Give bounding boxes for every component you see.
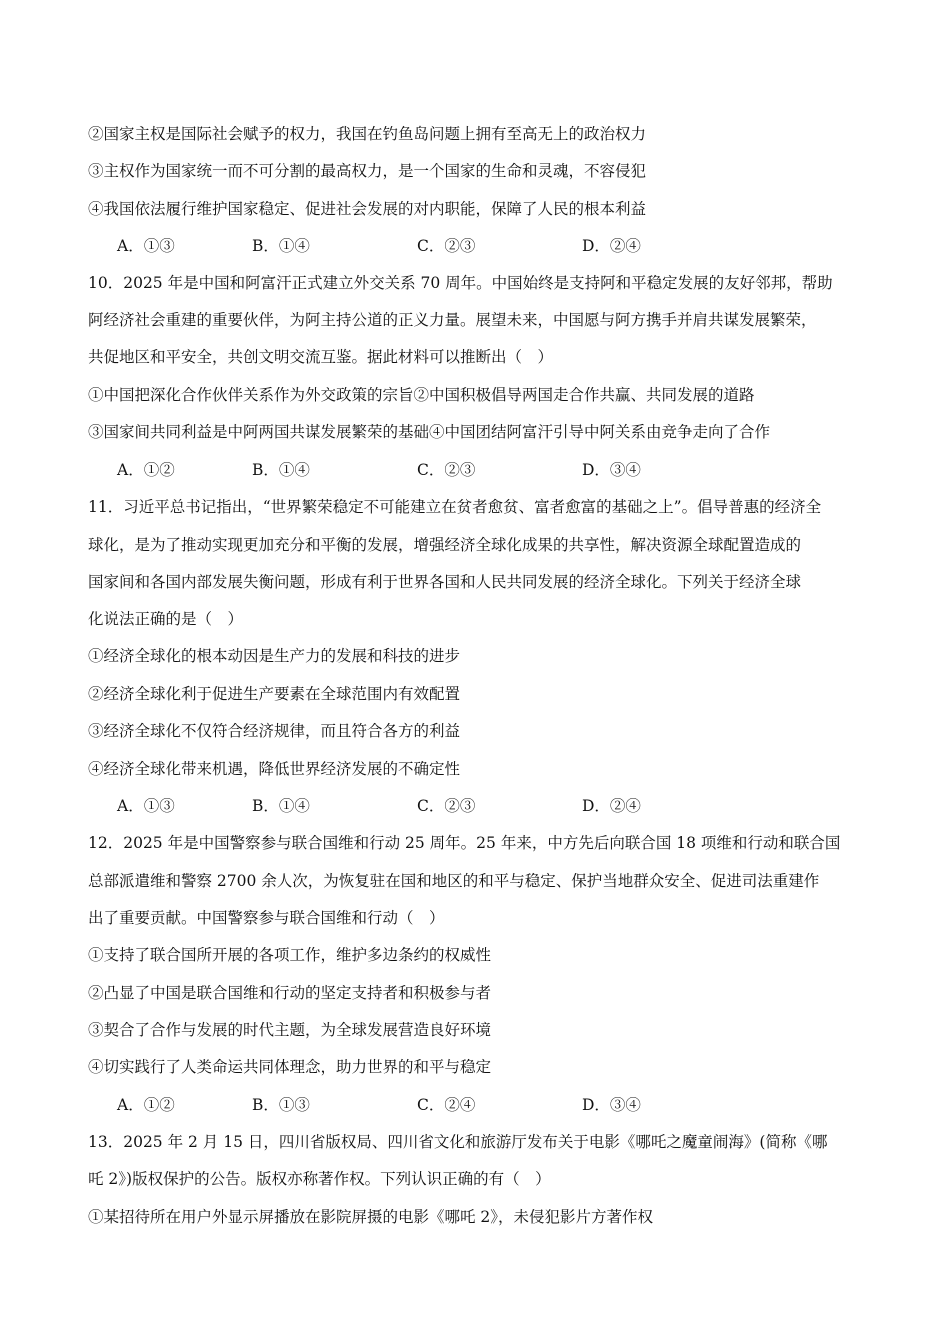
- q12-options: [117, 1095, 837, 1115]
- q11-option-c: C．②③: [417, 797, 476, 815]
- q12-stem-line-3: 出了重要贡献。中国警察参与联合国维和行动（ ）: [88, 909, 445, 927]
- q12-option-c: C．②④: [417, 1096, 476, 1114]
- q13-statement-1: ①某招待所在用户外显示屏播放在影院屏摄的电影《哪吒 2》，未侵犯影片方著作权: [88, 1208, 654, 1226]
- q9-statement-4: ④我国依法履行维护国家稳定、促进社会发展的对内职能，保障了人民的根本利益: [88, 200, 647, 218]
- q10-stem-line-2: 阿经济社会重建的重要伙伴，为阿主持公道的正义力量。展望未来，中国愿与阿方携手并肩共谋发展繁荣，: [88, 311, 817, 329]
- q11-option-d: D．②④: [582, 797, 641, 815]
- q12-statement-2: ②凸显了中国是联合国维和行动的坚定支持者和积极参与者: [88, 984, 492, 1002]
- q10-option-d: D．③④: [582, 461, 641, 479]
- q13-stem-line-1: 13．2025 年 2 月 15 日，四川省版权局、四川省文化和旅游厅发布关于电影《哪吒之魔童闹海》(简称《哪: [88, 1133, 828, 1151]
- q9-options: [117, 236, 837, 256]
- q11-statement-4: ④经济全球化带来机遇，降低世界经济发展的不确定性: [88, 760, 461, 778]
- q12-statement-3: ③契合了合作与发展的时代主题，为全球发展营造良好环境: [88, 1021, 492, 1039]
- q9-option-b: B．①④: [252, 237, 310, 255]
- q11-stem-line-4: 化说法正确的是（ ）: [88, 610, 244, 628]
- q10-stem-line-1: 10．2025 年是中国和阿富汗正式建立外交关系 70 周年。中国始终是支持阿和平稳定发展的友好邻邦，帮助: [88, 274, 833, 292]
- q11-statement-1: ①经济全球化的根本动因是生产力的发展和科技的进步: [88, 647, 461, 665]
- q12-statement-1: ①支持了联合国所开展的各项工作，维护多边条约的权威性: [88, 946, 492, 964]
- q9-option-d: D．②④: [582, 237, 641, 255]
- q11-options: [117, 796, 837, 816]
- q10-stem-line-3: 共促地区和平安全，共创文明交流互鉴。据此材料可以推断出（ ）: [88, 348, 554, 366]
- q10-option-a: A．①②: [117, 461, 175, 479]
- q10-option-c: C．②③: [417, 461, 476, 479]
- q11-statement-3: ③经济全球化不仅符合经济规律，而且符合各方的利益: [88, 722, 461, 740]
- q11-stem-line-3: 国家间和各国内部发展失衡问题，形成有利于世界各国和人民共同发展的经济全球化。下列关于经济全球: [88, 573, 802, 591]
- q11-option-a: A．①③: [117, 797, 175, 815]
- q12-option-d: D．③④: [582, 1096, 641, 1114]
- q12-statement-4: ④切实践行了人类命运共同体理念，助力世界的和平与稳定: [88, 1058, 492, 1076]
- q10-option-b: B．①④: [252, 461, 310, 479]
- q12-option-a: A．①②: [117, 1096, 175, 1114]
- q11-statement-2: ②经济全球化利于促进生产要素在全球范围内有效配置: [88, 685, 461, 703]
- q12-option-b: B．①③: [252, 1096, 310, 1114]
- q13-stem-line-2: 吒 2》)版权保护的公告。版权亦称著作权。下列认识正确的有（ ）: [88, 1170, 551, 1188]
- q10-statement-1-2: ①中国把深化合作伙伴关系作为外交政策的宗旨②中国积极倡导两国走合作共赢、共同发展的道路: [88, 386, 755, 404]
- q10-statement-3-4: ③国家间共同利益是中阿两国共谋发展繁荣的基础④中国团结阿富汗引导中阿关系由竞争走向了合作: [88, 423, 771, 441]
- q10-options: [117, 460, 837, 480]
- q11-option-b: B．①④: [252, 797, 310, 815]
- q9-statement-2: ②国家主权是国际社会赋予的权力，我国在钓鱼岛问题上拥有至高无上的政治权力: [88, 125, 647, 143]
- q12-stem-line-2: 总部派遣维和警察 2700 余人次，为恢复驻在国和地区的和平与稳定、保护当地群众安全、促进司法重建作: [88, 872, 820, 890]
- q9-option-c: C．②③: [417, 237, 476, 255]
- q9-option-a: A．①③: [117, 237, 175, 255]
- q11-stem-line-1: 11．习近平总书记指出，“世界繁荣稳定不可能建立在贫者愈贫、富者愈富的基础之上”。倡导普惠的经济全: [88, 498, 822, 516]
- q11-stem-line-2: 球化，是为了推动实现更加充分和平衡的发展，增强经济全球化成果的共享性，解决资源全球配置造成的: [88, 536, 802, 554]
- q12-stem-line-1: 12．2025 年是中国警察参与联合国维和行动 25 周年。25 年来，中方先后向联合国 18 项维和行动和联合国: [88, 834, 841, 852]
- q9-statement-3: ③主权作为国家统一而不可分割的最高权力，是一个国家的生命和灵魂，不容侵犯: [88, 162, 647, 180]
